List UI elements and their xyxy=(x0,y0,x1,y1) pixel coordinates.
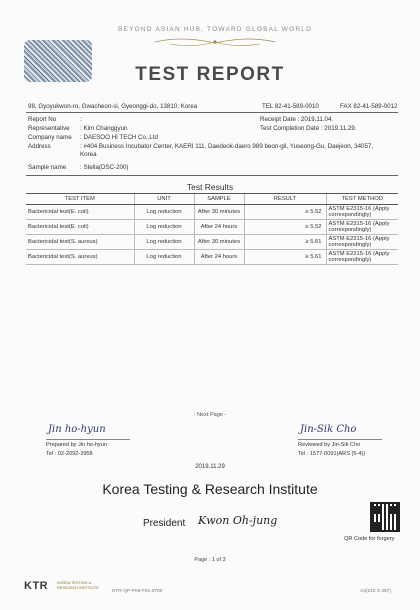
sample-cell: After 24 hours xyxy=(194,250,244,265)
issue-date: 2019.11.29 xyxy=(195,464,225,470)
divider xyxy=(26,175,398,176)
representative-value: : Kim Changgyun xyxy=(80,125,128,132)
unit-cell: Log reduction xyxy=(134,205,194,220)
test-item-cell: Bactericidal test(S. aureus) xyxy=(26,235,134,250)
report-no-row xyxy=(28,116,82,123)
sample-value: : Stella(DSC-200) xyxy=(80,164,129,171)
president-signature: Kwon Oh-jung xyxy=(198,514,278,527)
completion-date: Test Completion Date : 2019.11.29. xyxy=(260,125,357,132)
method-cell: ASTM E2315-16 (Apply correspondingly) xyxy=(326,220,398,235)
table-header-row xyxy=(26,194,398,205)
column-header: TEST METHOD xyxy=(326,194,398,205)
report-no-value: : xyxy=(80,116,82,123)
column-header: SAMPLE xyxy=(194,194,244,205)
company-value: : DAESOO HI TECH Co.,Ltd xyxy=(80,134,158,141)
result-cell: ≥ 5.61 xyxy=(244,235,326,250)
page-title: TEST REPORT xyxy=(135,64,285,85)
prepared-signature: Jin ho-hyun xyxy=(48,424,106,435)
method-cell: ASTM E2315-16 (Apply correspondingly) xyxy=(326,250,398,265)
lab-fax: FAX 82-41-589-0012 xyxy=(340,103,398,110)
paper-size: A4(210 X 297) xyxy=(360,589,391,594)
form-code: KTR-QP-P09-F01-0700 xyxy=(112,589,163,594)
company-row xyxy=(28,134,158,141)
test-item-cell: Bactericidal test(E. coli) xyxy=(26,205,134,220)
result-cell: ≥ 5.61 xyxy=(244,250,326,265)
report-no-label: Report No xyxy=(28,116,57,123)
qr-caption: QR Code for forgery xyxy=(344,536,395,542)
prepared-tel: Tel : 02-2092-3958 xyxy=(46,451,93,457)
president-label: President xyxy=(143,518,186,529)
ktr-logo: KTR xyxy=(24,580,49,592)
column-header: TEST ITEM xyxy=(26,194,134,205)
results-title: Test Results xyxy=(186,182,234,192)
lab-address: 98, Gyoyukwon-ro, Gwacheon-si, Gyeonggi-do, 13810, Korea xyxy=(28,103,198,110)
column-header: UNIT xyxy=(134,194,194,205)
reviewed-tel: Tel : 1577-0091(ARS (5-4)) xyxy=(298,451,366,457)
sample-cell: After 24 hours xyxy=(194,220,244,235)
logo-subtitle xyxy=(57,581,99,590)
method-cell: ASTM E2315-16 (Apply correspondingly) xyxy=(326,205,398,220)
unit-cell: Log reduction xyxy=(134,250,194,265)
reviewed-by: Reviewed by Jin-Sik Cho xyxy=(298,442,361,448)
representative-label: Representative xyxy=(28,125,70,132)
slogan: BEYOND ASIAN HUB, TOWARD GLOBAL WORLD xyxy=(118,26,312,33)
lab-tel: TEL 82-41-589-0010 xyxy=(262,103,319,110)
logo-subtitle-line: KOREA TESTING & xyxy=(57,581,92,585)
logo-subtitle-line: RESEARCH INSTITUTE xyxy=(57,585,99,590)
qr-code-icon[interactable] xyxy=(370,502,400,532)
sample-label: Sample name xyxy=(28,164,67,171)
address-value-line2: Korea xyxy=(80,151,97,158)
test-item-cell: Bactericidal test(S. aureus) xyxy=(26,250,134,265)
result-cell: ≥ 5.52 xyxy=(244,205,326,220)
signature-line xyxy=(46,439,130,440)
prepared-by: Prepared by Jin ho-hyun xyxy=(46,442,107,448)
divider xyxy=(26,112,398,113)
receipt-date: Receipt Date : 2019.11.04. xyxy=(260,116,334,123)
unit-cell: Log reduction xyxy=(134,235,194,250)
results-table xyxy=(26,193,398,265)
table-row xyxy=(26,235,398,250)
reviewed-signature: Jin-Sik Cho xyxy=(300,424,357,435)
table-row xyxy=(26,205,398,220)
signature-line xyxy=(298,439,382,440)
ornament-icon xyxy=(150,36,280,48)
address-label: Address xyxy=(28,143,51,150)
result-cell: ≥ 5.52 xyxy=(244,220,326,235)
sample-cell: After 30 minutes xyxy=(194,205,244,220)
table-row xyxy=(26,220,398,235)
unit-cell: Log reduction xyxy=(134,220,194,235)
address-row xyxy=(28,143,373,150)
company-label: Company name xyxy=(28,134,72,141)
test-item-cell: Bactericidal test(E. coli) xyxy=(26,220,134,235)
institute-name: Korea Testing & Research Institute xyxy=(102,481,318,497)
sample-cell: After 30 minutes xyxy=(194,235,244,250)
next-page-note: - Next Page - xyxy=(193,412,227,418)
page-number: Page : 1 of 3 xyxy=(194,557,226,563)
sample-row xyxy=(28,164,129,171)
address-value: : #404 Business Incubator Center, KAERI 111, Daedeok-daero 989 beon-gil, Yuseong-Gu, Daejeon, 34057, xyxy=(80,143,374,150)
representative-row xyxy=(28,125,127,132)
method-cell: ASTM E2315-16 (Apply correspondingly) xyxy=(326,235,398,250)
column-header: RESULT xyxy=(244,194,326,205)
table-row xyxy=(26,250,398,265)
